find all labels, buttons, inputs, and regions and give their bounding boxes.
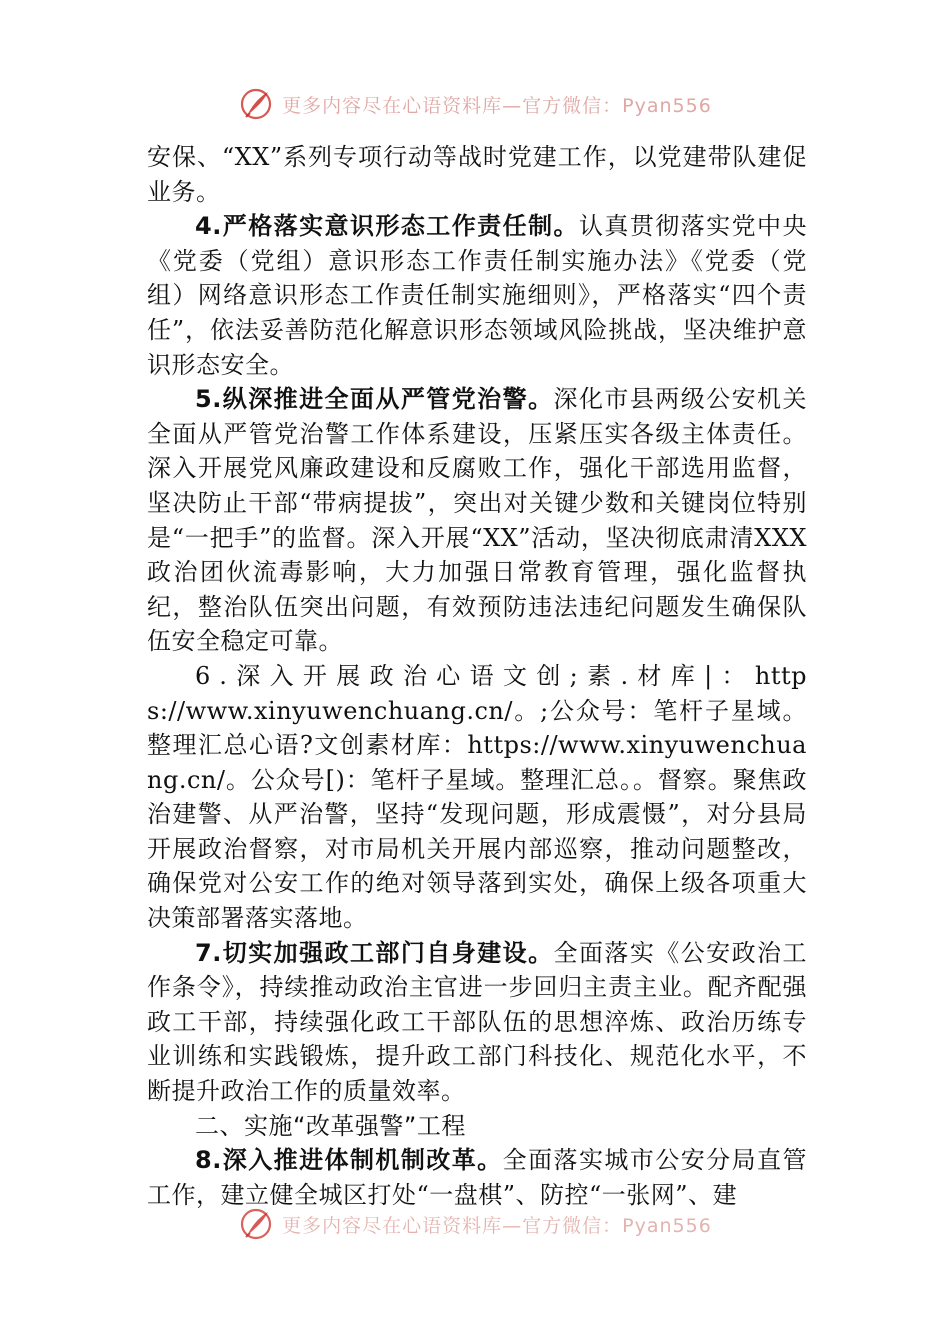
quill-pen-circle-logo-icon [238, 1206, 274, 1242]
section-title: 二、实施“改革强警”工程 [195, 1111, 466, 1140]
paragraph-body: 全面落实城市公安分局直管工作，建立健全城区打处“一盘棋”、防控“一张网”、建 [147, 1146, 807, 1209]
paragraph-7 [147, 936, 807, 1109]
paragraph-heading: 8.深入推进体制机制改革。 [195, 1146, 503, 1175]
section-heading [147, 1109, 807, 1144]
watermark-text: 更多内容尽在心语资料库—官方微信：Pyan556 [282, 1214, 712, 1237]
paragraph-body: 深化市县两级公安机关全面从严管党治警工作体系建设，压紧压实各级主体责任。深入开展党风廉政建设和反腐败工作，强化干部选用监督，坚决防止干部“带病提拔”，突出对关键少数和关键岗位特别是“一把手”的监督。深入开展“XX”活动，坚决彻底肃清XXX政治团伙流毒影响，大力加强日常教育管理，强化监督执纪，整治队伍突出问题，有效预防违法违纪问题发生确保队伍安全稳定可靠。 [147, 385, 807, 656]
watermark-text: 更多内容尽在心语资料库—官方微信：Pyan556 [282, 94, 712, 117]
document-body [147, 140, 807, 1212]
paragraph-5 [147, 382, 807, 659]
paragraph-body: 安保、“XX”系列专项行动等战时党建工作，以党建带队建促业务。 [147, 143, 807, 206]
paragraph-body: https://www.xinyuwenchuang.cn/。;公众号：笔杆子星域。整理汇总心语?文创素材库：https://www.xinyuwenchuang.cn/。公众号[)：笔杆子星域。整理汇总。。督察。聚焦政治建警、从严治警，坚持“发现问题，形成震慑”，对分县局开展政治督察，对市局机关开展内部巡察，推动问题整改，确保党对公安工作的绝对领导落到实处，确保上级各项重大决策部署落实落地。 [147, 661, 807, 933]
watermark-header [0, 84, 950, 124]
paragraph-4 [147, 209, 807, 382]
paragraph-lead: 6.深入开展政治心语文创;素.材库|： [195, 661, 755, 690]
paragraph-6 [147, 659, 807, 936]
quill-pen-circle-logo-icon [238, 86, 274, 122]
paragraph-heading: 7.切实加强政工部门自身建设。 [195, 938, 554, 967]
paragraph-heading: 5.纵深推进全面从严管党治警。 [195, 385, 554, 414]
watermark-footer [0, 1204, 950, 1244]
paragraph-heading: 4.严格落实意识形态工作责任制。 [195, 212, 579, 241]
paragraph-body: 认真贯彻落实党中央《党委（党组）意识形态工作责任制实施办法》《党委（党组）网络意识形态工作责任制实施细则》，严格落实“四个责任”，依法妥善防范化解意识形态领域风险挑战，坚决维护意识形态安全。 [147, 212, 807, 379]
paragraph-continuation [147, 140, 807, 209]
paragraph-body: 全面落实《公安政治工作条令》，持续推动政治主官进一步回归主责主业。配齐配强政工干部，持续强化政工干部队伍的思想淬炼、政治历练专业训练和实践锻炼，提升政工部门科技化、规范化水平，不断提升政治工作的质量效率。 [147, 938, 807, 1106]
paragraph-8 [147, 1143, 807, 1212]
